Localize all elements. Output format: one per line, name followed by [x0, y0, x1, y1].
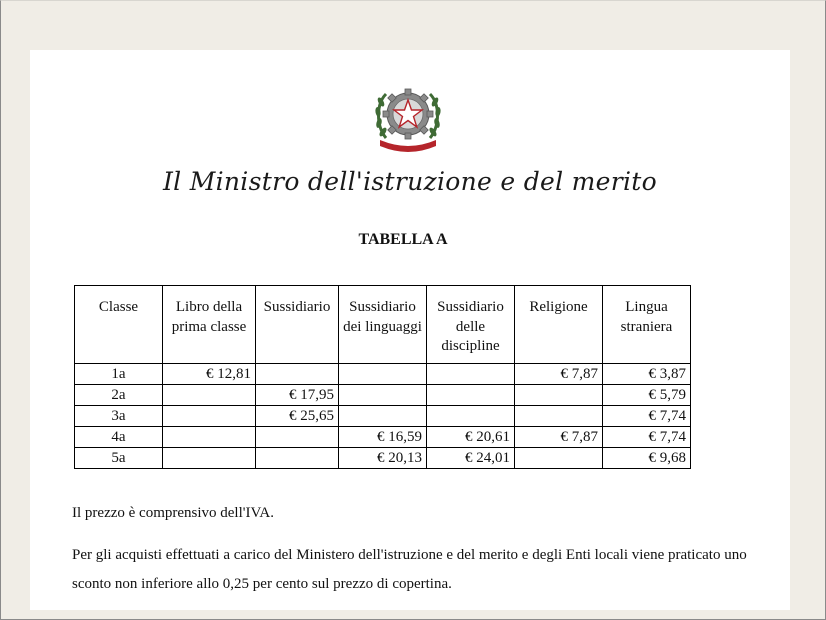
- table-cell: [515, 406, 603, 427]
- col-header-sussidiario: Sussidiario: [256, 286, 339, 364]
- table-cell: [339, 385, 427, 406]
- table-cell: [339, 406, 427, 427]
- table-cell: 5a: [75, 448, 163, 469]
- table-row: [75, 406, 691, 427]
- table-row: [75, 427, 691, 448]
- discount-note: Per gli acquisti effettuati a carico del Ministero dell'istruzione e del merito e degli Enti locali viene praticato uno sconto non inferiore allo 0,25 per cento sul prezzo di copertina.: [72, 547, 747, 592]
- table-cell: [339, 364, 427, 385]
- table-cell: € 3,87: [603, 364, 691, 385]
- table-cell: 2a: [75, 385, 163, 406]
- col-header-linguaggi: Sussidiario dei linguaggi: [339, 286, 427, 364]
- col-header-discipline: Sussidiario delle discipline: [427, 286, 515, 364]
- table-cell: [163, 406, 256, 427]
- col-header-libro: Libro della prima classe: [163, 286, 256, 364]
- table-cell: € 7,74: [603, 406, 691, 427]
- table-cell: € 9,68: [603, 448, 691, 469]
- table-row: [75, 448, 691, 469]
- table-cell: 1a: [75, 364, 163, 385]
- table-cell: € 16,59: [339, 427, 427, 448]
- document-page: [30, 50, 790, 610]
- table-cell: € 24,01: [427, 448, 515, 469]
- table-row: [75, 385, 691, 406]
- table-row: [75, 364, 691, 385]
- ministry-title: Il Ministro dell'istruzione e del merito: [162, 167, 657, 196]
- table-cell: [256, 448, 339, 469]
- table-cell: [427, 364, 515, 385]
- price-table: [74, 285, 691, 469]
- table-cell: [427, 385, 515, 406]
- table-cell: [163, 448, 256, 469]
- table-cell: € 25,65: [256, 406, 339, 427]
- table-cell: [427, 406, 515, 427]
- table-cell: € 7,87: [515, 427, 603, 448]
- table-cell: [256, 427, 339, 448]
- table-cell: € 20,61: [427, 427, 515, 448]
- table-cell: [163, 385, 256, 406]
- emblem-icon: [372, 80, 444, 156]
- vat-note: Il prezzo è comprensivo dell'IVA.: [72, 505, 274, 521]
- table-cell: [515, 448, 603, 469]
- col-header-religione: Religione: [515, 286, 603, 364]
- col-header-classe: Classe: [75, 286, 163, 364]
- table-cell: € 17,95: [256, 385, 339, 406]
- table-cell: € 20,13: [339, 448, 427, 469]
- table-cell: [256, 364, 339, 385]
- table-cell: € 5,79: [603, 385, 691, 406]
- table-cell: 4a: [75, 427, 163, 448]
- table-cell: € 7,74: [603, 427, 691, 448]
- table-header-row: [75, 286, 691, 364]
- col-header-lingua: Lingua straniera: [603, 286, 691, 364]
- table-cell: € 7,87: [515, 364, 603, 385]
- table-cell: [163, 427, 256, 448]
- table-title: TABELLA A: [358, 231, 448, 248]
- table-cell: [515, 385, 603, 406]
- table-cell: 3a: [75, 406, 163, 427]
- table-cell: € 12,81: [163, 364, 256, 385]
